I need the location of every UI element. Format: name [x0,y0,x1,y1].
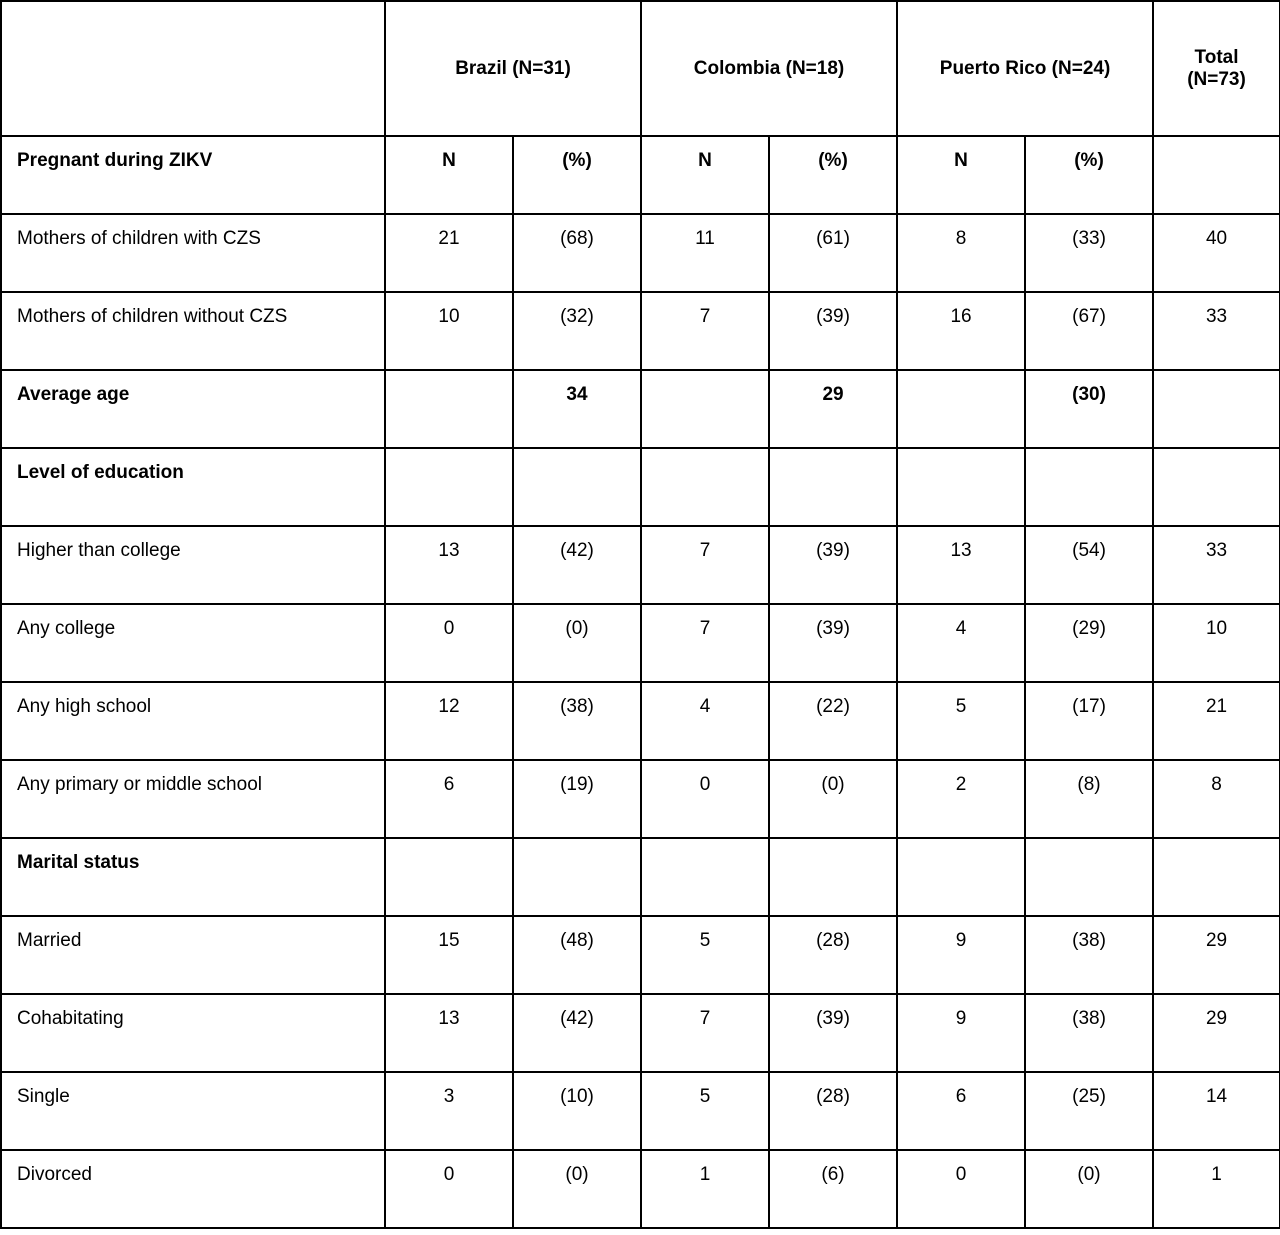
table-cell: (48) [513,916,641,994]
table-cell: 7 [641,994,769,1072]
row-label: Average age [1,370,385,448]
table-cell: 6 [897,1072,1025,1150]
table-cell: 10 [385,292,513,370]
header-total-count: (N=73) [1187,68,1246,90]
table-row [1,136,1280,214]
table-cell [641,448,769,526]
table-cell: 7 [641,526,769,604]
table-cell: (42) [513,994,641,1072]
table-cell [1153,838,1280,916]
table-row [1,838,1280,916]
header-total-label: Total [1194,46,1239,68]
row-label: Any primary or middle school [1,760,385,838]
table-cell: (39) [769,604,897,682]
table-cell: (68) [513,214,641,292]
row-label: Mothers of children without CZS [1,292,385,370]
table-cell: (6) [769,1150,897,1228]
table-cell: 33 [1153,292,1280,370]
table-row [1,604,1280,682]
table-cell: 13 [385,526,513,604]
table-cell [897,370,1025,448]
table-cell: (%) [1025,136,1153,214]
table-cell [1025,838,1153,916]
table-cell [769,838,897,916]
table-cell [1153,448,1280,526]
table-cell: 0 [385,604,513,682]
header-colombia: Colombia (N=18) [641,1,897,136]
table-cell: (38) [1025,994,1153,1072]
table-cell: (25) [1025,1072,1153,1150]
table-cell: (29) [1025,604,1153,682]
table-cell: (0) [513,1150,641,1228]
table-cell: 5 [641,1072,769,1150]
row-label: Cohabitating [1,994,385,1072]
table-cell: (32) [513,292,641,370]
table-cell: N [641,136,769,214]
table-cell [1025,448,1153,526]
table-cell: 16 [897,292,1025,370]
table-row [1,292,1280,370]
table-cell: 29 [1153,916,1280,994]
table-cell [1153,136,1280,214]
table-cell: (22) [769,682,897,760]
table-cell: (8) [1025,760,1153,838]
table-cell: 13 [385,994,513,1072]
table-cell [385,448,513,526]
table-cell [385,370,513,448]
table-cell: 7 [641,292,769,370]
table-row [1,448,1280,526]
table-cell: 8 [897,214,1025,292]
table-cell [769,448,897,526]
table-cell: 29 [769,370,897,448]
table-cell: 0 [897,1150,1025,1228]
table-cell: (67) [1025,292,1153,370]
row-label: Any high school [1,682,385,760]
header-puerto-rico: Puerto Rico (N=24) [897,1,1153,136]
row-label: Higher than college [1,526,385,604]
row-label: Mothers of children with CZS [1,214,385,292]
table-cell: (17) [1025,682,1153,760]
table-cell [897,448,1025,526]
table-cell: (38) [1025,916,1153,994]
table-row [1,760,1280,838]
table-cell: 34 [513,370,641,448]
header-total [1153,1,1280,136]
table-cell: 2 [897,760,1025,838]
table-cell: (39) [769,292,897,370]
table-cell: (39) [769,994,897,1072]
table-cell: N [897,136,1025,214]
table-cell: 29 [1153,994,1280,1072]
table-row [1,370,1280,448]
table-cell [641,838,769,916]
header-brazil: Brazil (N=31) [385,1,641,136]
row-label: Marital status [1,838,385,916]
table-cell: 21 [385,214,513,292]
table-cell: (54) [1025,526,1153,604]
table-cell: 40 [1153,214,1280,292]
table-cell: 1 [641,1150,769,1228]
table-row [1,682,1280,760]
table-cell: 3 [385,1072,513,1150]
table-cell: (28) [769,1072,897,1150]
header-corner-cell [1,1,385,136]
row-label: Divorced [1,1150,385,1228]
table-cell [1153,370,1280,448]
table-cell: 12 [385,682,513,760]
table-cell [513,838,641,916]
table-cell [897,838,1025,916]
table-cell: 9 [897,994,1025,1072]
row-label: Any college [1,604,385,682]
table-cell: (%) [769,136,897,214]
table-cell: (42) [513,526,641,604]
table-cell: 6 [385,760,513,838]
table-cell: 13 [897,526,1025,604]
table-cell: (38) [513,682,641,760]
table-cell: (0) [513,604,641,682]
table-cell: (0) [1025,1150,1153,1228]
table-row [1,916,1280,994]
table-cell: 21 [1153,682,1280,760]
table-row [1,214,1280,292]
table-cell: 0 [641,760,769,838]
row-label: Level of education [1,448,385,526]
header-row [1,1,1280,136]
table-cell: (0) [769,760,897,838]
table-cell [641,370,769,448]
table-cell: 10 [1153,604,1280,682]
table-row [1,526,1280,604]
row-label: Married [1,916,385,994]
table-cell: 7 [641,604,769,682]
table-cell: (30) [1025,370,1153,448]
table-cell: 15 [385,916,513,994]
table-cell: 8 [1153,760,1280,838]
table-cell: 4 [641,682,769,760]
table-cell [513,448,641,526]
table-cell: 4 [897,604,1025,682]
table-cell: (39) [769,526,897,604]
table-cell: N [385,136,513,214]
table-cell: 33 [1153,526,1280,604]
table-row [1,994,1280,1072]
table-cell: 0 [385,1150,513,1228]
table-cell: (19) [513,760,641,838]
table-cell: (10) [513,1072,641,1150]
table-cell: 1 [1153,1150,1280,1228]
table-cell: (33) [1025,214,1153,292]
row-label: Pregnant during ZIKV [1,136,385,214]
table-cell: 5 [897,682,1025,760]
table-body [1,136,1280,1228]
row-label: Single [1,1072,385,1150]
table-row [1,1150,1280,1228]
table-row [1,1072,1280,1150]
table-cell [385,838,513,916]
table-cell: 11 [641,214,769,292]
table-cell: (61) [769,214,897,292]
table-cell: 5 [641,916,769,994]
table-cell: 9 [897,916,1025,994]
table-cell: 14 [1153,1072,1280,1150]
table-cell: (%) [513,136,641,214]
table-cell: (28) [769,916,897,994]
